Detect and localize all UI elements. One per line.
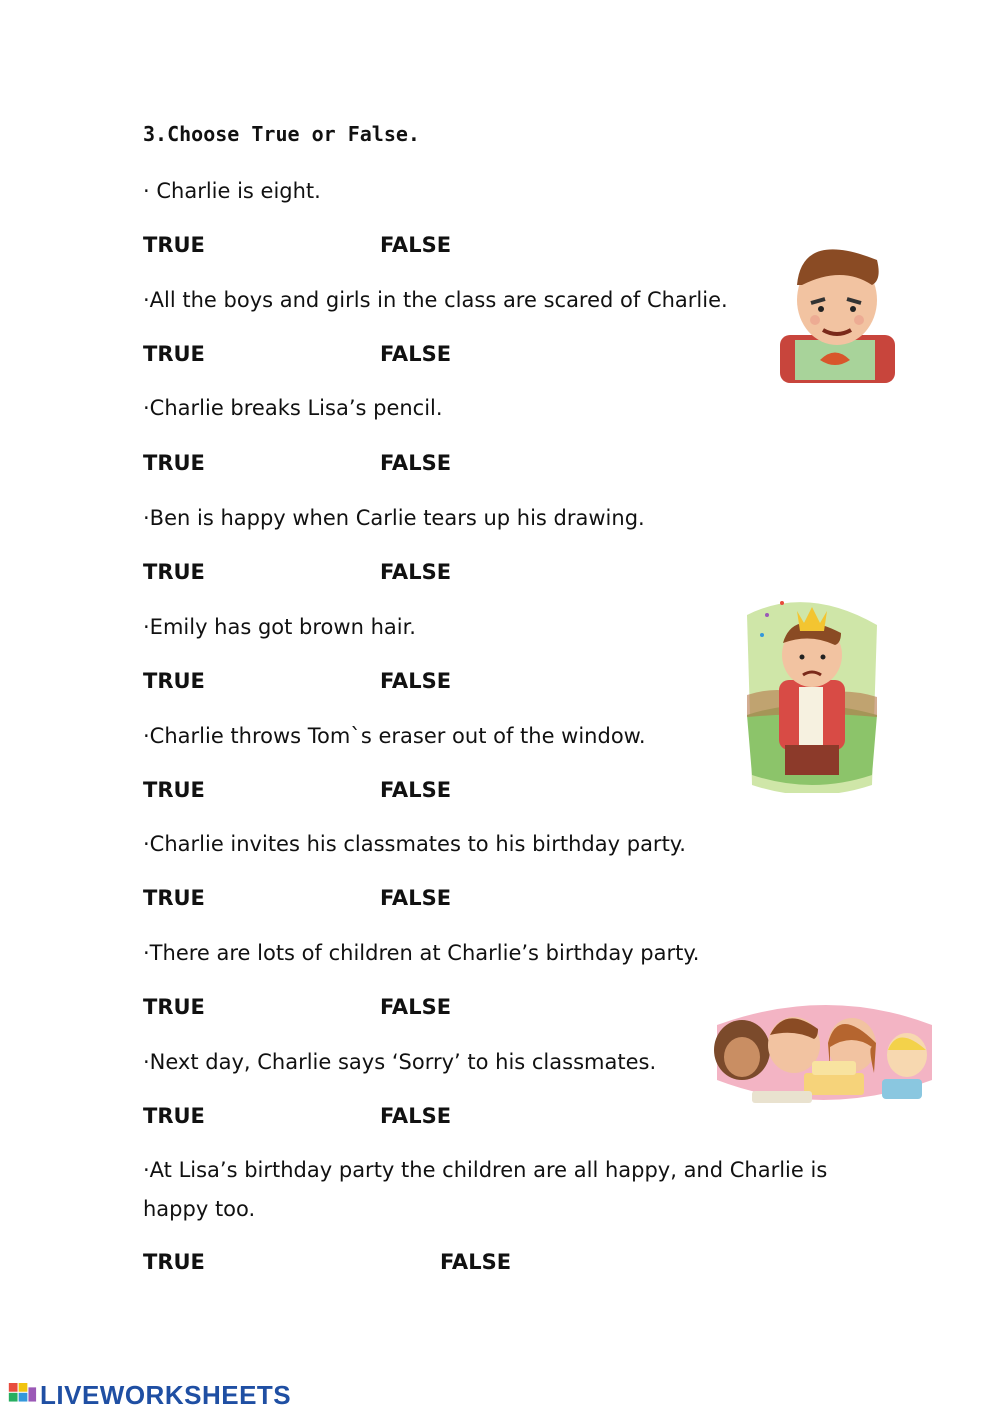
q9-true-option[interactable]: TRUE [143, 1104, 205, 1128]
question-1: · Charlie is eight. [143, 179, 321, 203]
q10-false-option[interactable]: FALSE [440, 1250, 512, 1274]
q3-true-option[interactable]: TRUE [143, 451, 205, 475]
q5-false-option[interactable]: FALSE [380, 669, 452, 693]
q7-true-option[interactable]: TRUE [143, 886, 205, 910]
question-9: ·Next day, Charlie says ‘Sorry’ to his classmates. [143, 1050, 657, 1074]
question-8: ·There are lots of children at Charlie’s birthday party. [143, 941, 700, 965]
q8-true-option[interactable]: TRUE [143, 995, 205, 1019]
q9-false-option[interactable]: FALSE [380, 1104, 452, 1128]
question-5: ·Emily has got brown hair. [143, 615, 416, 639]
q1-true-option[interactable]: TRUE [143, 233, 205, 257]
question-10: ·At Lisa’s birthday party the children are all happy, and Charlie is happy too. [143, 1158, 828, 1221]
question-2: ·All the boys and girls in the class are scared of Charlie. [143, 288, 728, 312]
sad-boy-crown-illustration [737, 595, 887, 793]
q5-true-option[interactable]: TRUE [143, 669, 205, 693]
liveworksheets-logo-icon [8, 1383, 38, 1407]
angry-boy-illustration [775, 235, 900, 383]
footer-brand-text: LIVEWORKSHEETS [40, 1380, 292, 1410]
exercise-title: 3.Choose True or False. [143, 122, 420, 146]
q8-false-option[interactable]: FALSE [380, 995, 452, 1019]
q10-true-option[interactable]: TRUE [143, 1250, 205, 1274]
q4-false-option[interactable]: FALSE [380, 560, 452, 584]
q7-false-option[interactable]: FALSE [380, 886, 452, 910]
q1-false-option[interactable]: FALSE [380, 233, 452, 257]
q2-true-option[interactable]: TRUE [143, 342, 205, 366]
question-3: ·Charlie breaks Lisa’s pencil. [143, 396, 443, 420]
q6-false-option[interactable]: FALSE [380, 778, 452, 802]
q2-false-option[interactable]: FALSE [380, 342, 452, 366]
question-7: ·Charlie invites his classmates to his birthday party. [143, 832, 686, 856]
question-4: ·Ben is happy when Carlie tears up his drawing. [143, 506, 645, 530]
q6-true-option[interactable]: TRUE [143, 778, 205, 802]
question-6: ·Charlie throws Tom`s eraser out of the window. [143, 724, 646, 748]
birthday-party-illustration [712, 995, 937, 1110]
q4-true-option[interactable]: TRUE [143, 560, 205, 584]
q3-false-option[interactable]: FALSE [380, 451, 452, 475]
